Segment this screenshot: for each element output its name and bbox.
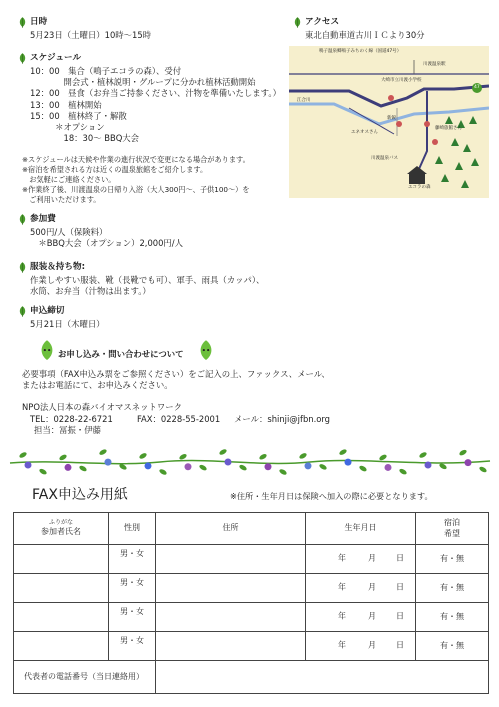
map-route-number: 47 <box>474 84 480 90</box>
vine-berry <box>305 462 312 469</box>
contact-fax: FAX：0228-55-2001 <box>137 414 221 424</box>
gender-choice[interactable]: 男・女 <box>109 574 156 603</box>
birth-year-label: 年 <box>338 611 346 621</box>
birth-year-label: 年 <box>338 640 346 650</box>
schedule-line: 開会式・植林説明・グループに分かれ植林活動開始 <box>30 77 256 88</box>
vine-leaf <box>158 468 167 476</box>
vine-berry <box>185 463 192 470</box>
schedule-line: ＊オプション <box>30 121 105 132</box>
vine-berry <box>385 464 392 471</box>
vine-leaf <box>78 465 87 473</box>
map-label-eneos: エネオスさん <box>351 130 378 135</box>
leaf-character-icon <box>38 340 56 362</box>
birth-date-field[interactable] <box>306 545 416 574</box>
map-label-dest: エコラの森 <box>408 185 431 190</box>
access-title: アクセス <box>305 17 340 27</box>
fee-line: 500円/人（保険料） <box>30 227 108 237</box>
birth-date-field[interactable] <box>306 603 416 632</box>
participant-name-field[interactable] <box>14 574 109 603</box>
header-gender: 性別 <box>109 513 156 545</box>
participant-row <box>14 632 489 661</box>
contact-tel: TEL：0228-22-6721 <box>30 414 113 424</box>
schedule-line: 13：00 植林開始 <box>30 99 102 110</box>
fee-list <box>30 227 183 249</box>
vine-berry <box>25 462 32 469</box>
vine-berry <box>65 464 72 471</box>
participant-row <box>14 545 489 574</box>
fee-line: ＊BBQ大会（オプション）2,000円/人 <box>30 238 183 249</box>
form-header-row <box>14 513 489 545</box>
schedule-line: 10：00 集合（鳴子エコラの森）、受付 <box>30 66 182 76</box>
birth-month-label: 月 <box>368 582 376 592</box>
gender-choice[interactable]: 男・女 <box>109 603 156 632</box>
vine-leaf <box>278 468 287 476</box>
form-note: ※住所・生年月日は保険へ加入の際に必要となります。 <box>230 491 433 501</box>
vine-leaf <box>258 453 267 461</box>
vine-leaf <box>318 463 327 471</box>
date-text: 5月23日（土曜日）10時〜15時 <box>30 30 152 40</box>
birth-date-field[interactable] <box>306 574 416 603</box>
schedule-line: 12：00 昼食（お弁当ご持参ください、汁物を準備いたします。） <box>30 88 281 99</box>
rep-phone-row <box>14 661 489 694</box>
note-line: お気軽にご連絡ください。 <box>22 174 116 184</box>
rep-phone-input[interactable] <box>156 661 489 694</box>
leaf-icon <box>18 53 27 64</box>
vine-berry <box>465 459 472 466</box>
vine-leaf <box>298 452 307 460</box>
birth-month-label: 月 <box>368 553 376 563</box>
participant-row <box>14 603 489 632</box>
participant-name-field[interactable] <box>14 545 109 574</box>
birth-date-field[interactable] <box>306 632 416 661</box>
note-line: ※宿泊を希望される方は近くの温泉旅館をご紹介します。 <box>22 164 208 174</box>
map-label-top: 鳴子温泉郷鳴子みちのく線（国道47号） <box>319 49 402 54</box>
schedule-line: 18：30〜 BBQ大会 <box>30 133 140 144</box>
fax-form-table <box>13 512 489 694</box>
items-line: 水筒、お弁当（汁物は出ます。） <box>30 286 151 297</box>
header-birth: 生年月日 <box>306 513 416 545</box>
header-stay-line2: 希望 <box>444 528 460 538</box>
birth-year-label: 年 <box>338 553 346 563</box>
vine-berry <box>105 459 112 466</box>
header-stay-line1: 宿泊 <box>444 517 460 527</box>
map-graphic <box>289 46 489 198</box>
birth-day-label: 日 <box>396 582 404 592</box>
vine-berry <box>345 459 352 466</box>
contact-line: 必要事項（FAX申込み票をご参照ください）をご記入の上、ファックス、メール、 <box>22 369 330 379</box>
vine-leaf <box>18 451 27 459</box>
vine-leaf <box>218 448 227 456</box>
vine-leaf <box>458 449 467 457</box>
address-field[interactable] <box>156 603 306 632</box>
vine-leaf <box>478 466 487 474</box>
contact-line: またはお電話にて、お申込みください。 <box>22 380 173 391</box>
gender-choice[interactable]: 男・女 <box>109 545 156 574</box>
birth-day-label: 日 <box>396 611 404 621</box>
stay-choice[interactable]: 有・無 <box>416 632 489 661</box>
contact-person: 担当：冨振・伊藤 <box>34 425 101 435</box>
leaf-icon <box>18 214 27 225</box>
vine-leaf <box>398 468 407 476</box>
leaf-icon <box>18 17 27 28</box>
header-furigana: ふりがな <box>48 519 73 527</box>
vine-berry <box>425 461 432 468</box>
vine-leaf <box>418 451 427 459</box>
vine-leaf <box>198 464 207 472</box>
participant-name-field[interactable] <box>14 632 109 661</box>
vine-leaf <box>178 453 187 461</box>
map-label-river: 江合川 <box>297 98 311 103</box>
leaf-icon <box>293 17 302 28</box>
address-field[interactable] <box>156 545 306 574</box>
rep-phone-label: 代表者の電話番号（当日連絡用） <box>14 661 156 694</box>
date-title: 日時 <box>30 17 48 27</box>
deadline-title: 申込締切 <box>30 306 65 316</box>
vine-leaf <box>58 454 67 462</box>
form-title: FAX申込み用紙 <box>32 487 128 503</box>
birth-month-label: 月 <box>368 640 376 650</box>
vine-leaf <box>438 462 447 470</box>
map-label-bridge: 新鋭 <box>387 116 396 121</box>
address-field[interactable] <box>156 574 306 603</box>
contact-heading: お申し込み・問い合わせについて <box>58 349 184 359</box>
items-title: 服装＆持ち物: <box>30 262 85 272</box>
vine-berry <box>225 459 232 466</box>
schedule-title: スケジュール <box>30 53 82 63</box>
vine-leaf <box>338 448 347 456</box>
contact-org: NPO法人日本の森バイオマスネットワーク <box>22 402 183 412</box>
vine-berry <box>145 462 152 469</box>
schedule-line: 15：00 植林終了・解散 <box>30 110 127 121</box>
schedule-notes <box>22 155 250 205</box>
header-name <box>14 513 109 545</box>
gender-choice[interactable]: 男・女 <box>109 632 156 661</box>
map-label-bus: 川渡温泉バス <box>371 156 398 161</box>
vine-berry <box>265 463 272 470</box>
vine-leaf <box>38 468 47 476</box>
access-text: 東北自動車道古川ＩＣより30分 <box>305 30 425 40</box>
header-address: 住所 <box>156 513 306 545</box>
header-name-label: 参加者氏名 <box>41 527 81 537</box>
participant-name-field[interactable] <box>14 603 109 632</box>
stay-choice[interactable]: 有・無 <box>416 574 489 603</box>
access-map <box>289 46 489 198</box>
map-label-ryokan: 藤崎旅館さん <box>435 126 462 131</box>
header-stay <box>416 513 489 545</box>
stay-choice[interactable]: 有・無 <box>416 603 489 632</box>
vine-leaf <box>238 464 247 472</box>
items-list <box>30 275 264 297</box>
note-line: ご利用いただけます。 <box>22 194 101 204</box>
address-field[interactable] <box>156 632 306 661</box>
vine-decoration <box>0 445 499 480</box>
vine-leaf <box>138 452 147 460</box>
leaf-character-icon <box>197 340 215 362</box>
note-line: ※スケジュールは天候や作業の進行状況で変更になる場合があります。 <box>22 155 250 164</box>
birth-month-label: 月 <box>368 611 376 621</box>
map-label-school: 大崎市立川渡小学校 <box>381 78 422 83</box>
leaf-icon <box>18 262 27 273</box>
participant-row <box>14 574 489 603</box>
contact-body <box>22 369 330 391</box>
birth-day-label: 日 <box>396 640 404 650</box>
leaf-icon <box>18 306 27 317</box>
contact-mail: メール：shinji@jfbn.org <box>234 414 330 424</box>
vine-leaf <box>98 448 107 456</box>
birth-year-label: 年 <box>338 582 346 592</box>
map-label-station: 川渡温泉駅 <box>423 62 446 67</box>
note-line: ※作業終了後、川渡温泉の日帰り入浴（大人300円〜、子供100〜）を <box>22 184 250 194</box>
stay-choice[interactable]: 有・無 <box>416 545 489 574</box>
fee-title: 参加費 <box>30 214 56 224</box>
deadline-text: 5月21日（木曜日） <box>30 319 105 329</box>
vine-leaf <box>358 465 367 473</box>
items-line: 作業しやすい服装、靴（長靴でも可）、軍手、雨具（カッパ）、 <box>30 275 265 285</box>
vine-leaf <box>378 454 387 462</box>
birth-day-label: 日 <box>396 553 404 563</box>
schedule-list <box>30 66 281 144</box>
